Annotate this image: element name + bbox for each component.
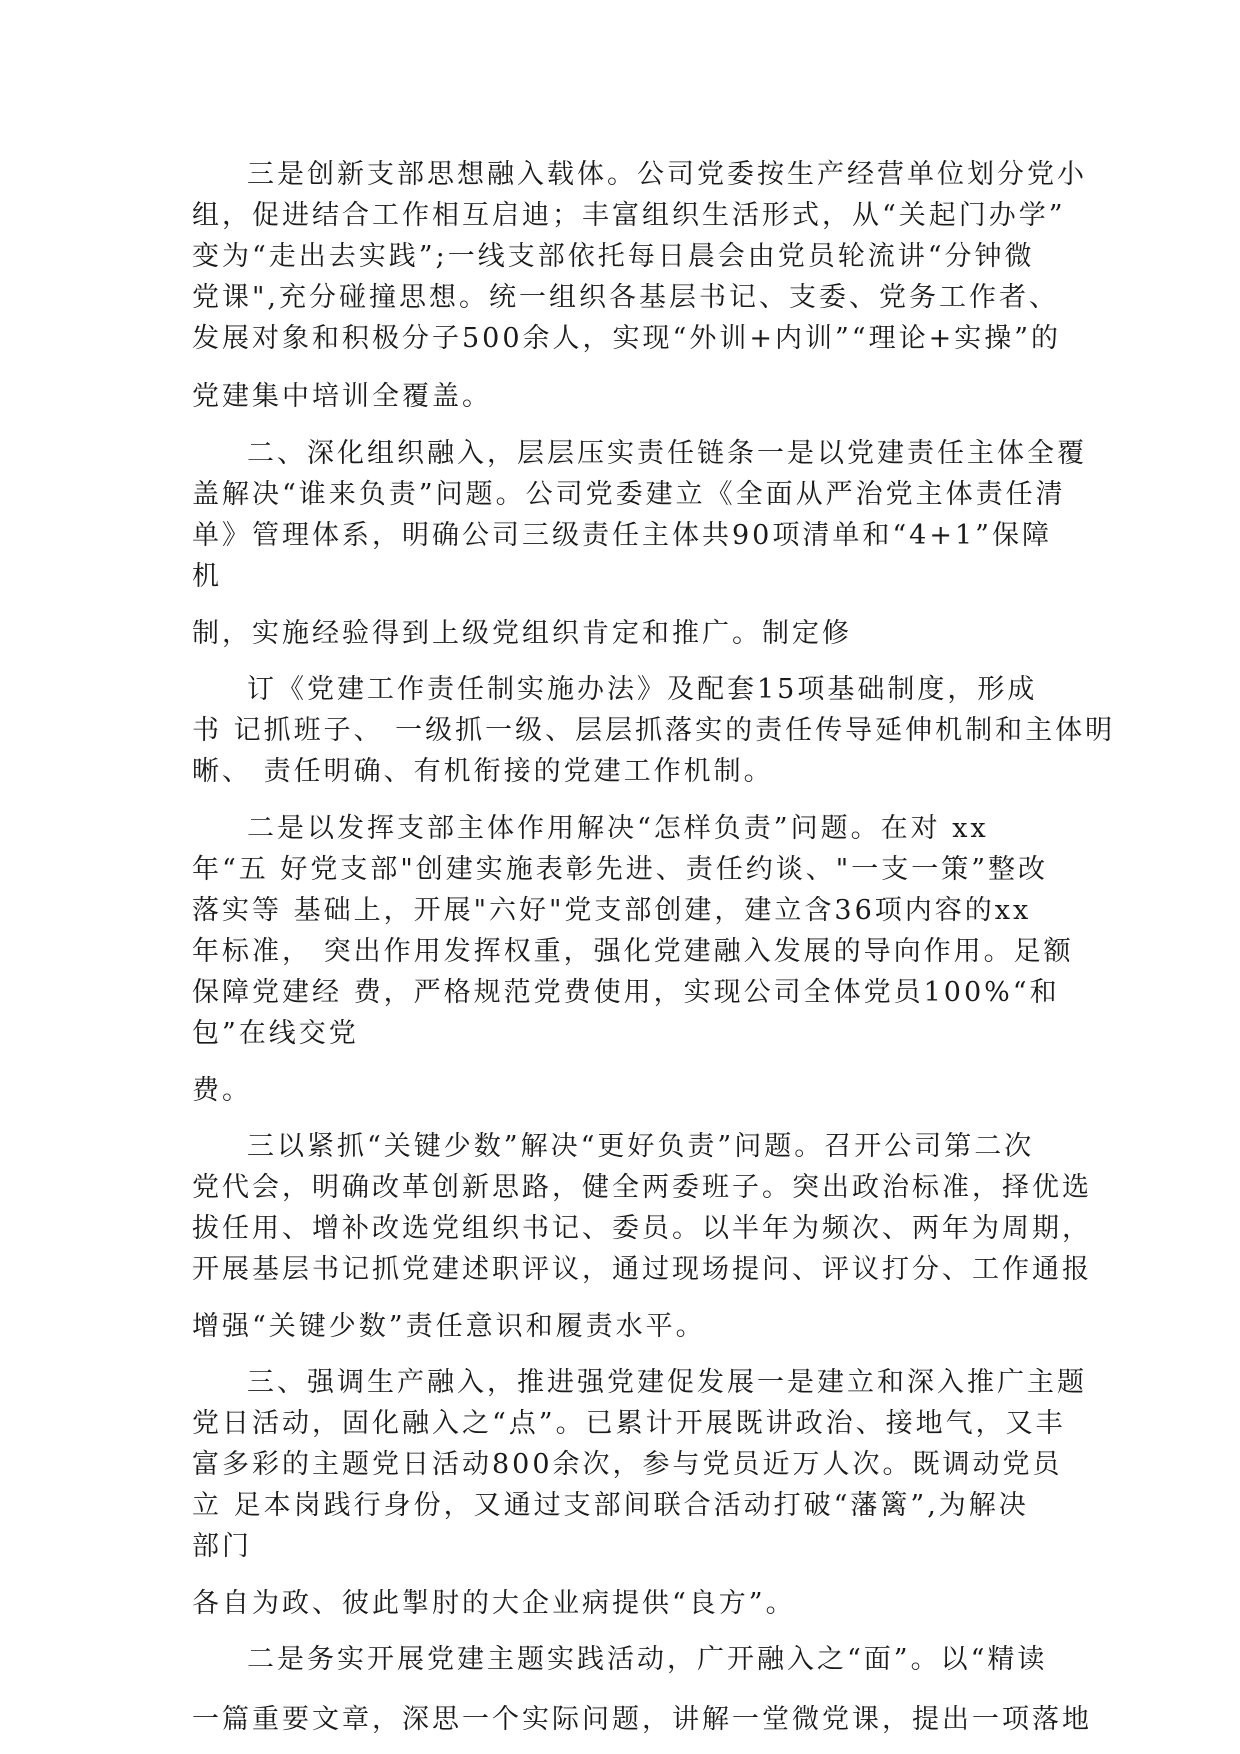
text-line: 书 记抓班子、 一级抓一级、层层抓落实的责任传导延伸机制和主体明 <box>192 715 1116 746</box>
text-line: 党课",充分碰撞思想。统一组织各基层书记、支委、党务工作者、 <box>192 282 1060 313</box>
text-line: 各自为政、彼此掣肘的大企业病提供“良方”。 <box>192 1588 796 1619</box>
text-line: 立 足本岗践行身份，又通过支部间联合活动打破“藩篱”,为解决 <box>192 1490 1029 1521</box>
text-line: 包”在线交党 <box>192 1018 359 1049</box>
text-line: 三是创新支部思想融入载体。公司党委按生产经营单位划分党小 <box>247 159 1087 190</box>
text-line: 二是务实开展党建主题实践活动，广开融入之“面”。以“精读 <box>247 1644 1048 1675</box>
text-line: 三以紧抓“关键少数”解决“更好负责”问题。召开公司第二次 <box>247 1131 1035 1162</box>
text-line: 党日活动，固化融入之“点”。已累计开展既讲政治、接地气，又丰 <box>192 1408 1066 1439</box>
text-line: 开展基层书记抓党建述职评议，通过现场提问、评议打分、工作通报 <box>192 1254 1092 1285</box>
text-line: 变为“走出去实践”;一线支部依托每日晨会由党员轮流讲“分钟微 <box>192 241 1035 272</box>
text-line: 制，实施经验得到上级党组织肯定和推广。制定修 <box>192 618 852 649</box>
text-line: 发展对象和积极分子500余人，实现“外训+内训”“理论+实操”的 <box>192 323 1061 354</box>
text-line: 费。 <box>192 1075 252 1106</box>
text-line: 年“五 好党支部"创建实施表彰先进、责任约谈、"一支一策”整改 <box>192 854 1049 885</box>
text-line: 增强“关键少数”责任意识和履责水平。 <box>192 1311 706 1342</box>
text-line: 机 <box>192 561 222 592</box>
text-line: 单》管理体系，明确公司三级责任主体共90项清单和“4+1”保障 <box>192 520 1052 551</box>
text-line: 订《党建工作责任制实施办法》及配套15项基础制度，形成 <box>247 674 1038 705</box>
text-line: 党代会，明确改革创新思路，健全两委班子。突出政治标准，择优选 <box>192 1172 1092 1203</box>
text-line: 落实等 基础上，开展"六好"党支部创建，建立含36项内容的xx <box>192 895 1032 926</box>
text-line: 二、深化组织融入，层层压实责任链条一是以党建责任主体全覆 <box>247 438 1087 469</box>
text-line: 部门 <box>192 1531 252 1562</box>
text-line: 二是以发挥支部主体作用解决“怎样负责”问题。在对 xx <box>247 813 989 844</box>
text-line: 三、强调生产融入，推进强党建促发展一是建立和深入推广主题 <box>247 1367 1087 1398</box>
text-line: 富多彩的主题党日活动800余次，参与党员近万人次。既调动党员 <box>192 1449 1063 1480</box>
text-line: 一篇重要文章，深思一个实际问题，讲解一堂微党课，提出一项落地 <box>192 1704 1092 1735</box>
text-line: 党建集中培训全覆盖。 <box>192 381 492 412</box>
text-line: 晰、 责任明确、有机衔接的党建工作机制。 <box>192 756 774 787</box>
text-line: 保障党建经 费，严格规范党费使用，实现公司全体党员100%“和 <box>192 977 1060 1008</box>
text-line: 拔任用、增补改选党组织书记、委员。以半年为频次、两年为周期， <box>192 1213 1092 1244</box>
text-line: 年标准， 突出作用发挥权重，强化党建融入发展的导向作用。足额 <box>192 936 1074 967</box>
text-line: 盖解决“谁来负责”问题。公司党委建立《全面从严治党主体责任清 <box>192 479 1066 510</box>
text-line: 组，促进结合工作相互启迪；丰富组织生活形式，从“关起门办学” <box>192 200 1066 231</box>
